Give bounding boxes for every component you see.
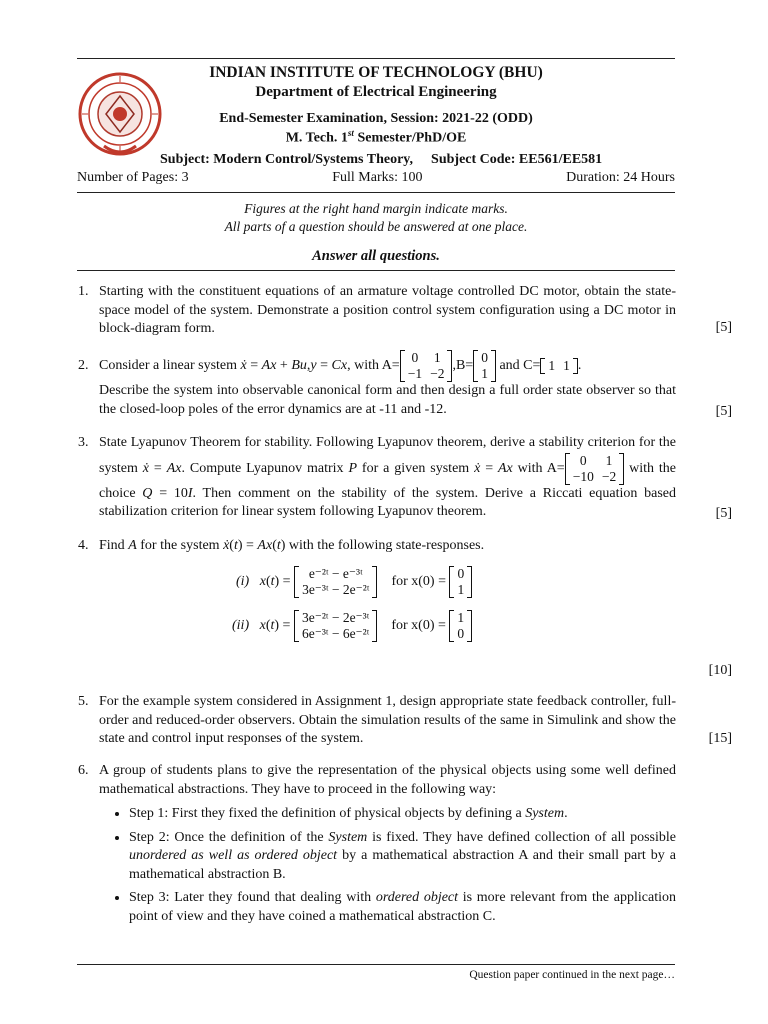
matrix-cell: 1 bbox=[457, 582, 465, 597]
matrix-cell: 1 bbox=[563, 358, 570, 373]
list-item: • Step 1: First they fixed the definition of physical objects by defining a System. bbox=[129, 805, 676, 824]
question-2-text: Describe the system into observable canonical form and then design a full order state observer so that the closed-loop poles of the error dynamics are at -11 and -12. bbox=[99, 383, 676, 417]
matrix-cell: 1 bbox=[605, 452, 613, 468]
header-rule bbox=[77, 192, 675, 193]
list-item: • Step 3: Later they found that dealing with ordered object is more relevant from the application point of view and they have coined a mathematical abstraction C. bbox=[129, 889, 676, 926]
duration: Duration: 24 Hours bbox=[566, 170, 675, 185]
matrix-a-lyapunov bbox=[565, 453, 625, 485]
question-1-text: Starting with the constituent equations of an armature voltage controlled DC motor, obtain the state-space model of the system. Demonstrate a position control system configuration using a DC motor in block-diagram form. bbox=[99, 284, 676, 336]
matrix-a bbox=[400, 350, 453, 382]
exam-meta bbox=[77, 170, 675, 186]
question-6-steps bbox=[99, 805, 676, 926]
matrix-cell: 0 bbox=[411, 350, 419, 365]
answer-all-heading: Answer all questions. bbox=[312, 248, 440, 264]
matrix-cell: 3e⁻³ᵗ − 2e⁻²ᵗ bbox=[302, 582, 370, 597]
matrix-cell: 0 bbox=[457, 566, 465, 581]
subject-line: Subject: Modern Control/Systems Theory, Subject Code: EE561/EE581 bbox=[160, 152, 603, 167]
instructions-rule bbox=[77, 270, 675, 271]
instruction-marks: Figures at the right hand margin indicate marks. bbox=[244, 201, 508, 216]
question-6: 6. A group of students plans to give the representation of the physical objects using some well defined mathematical abstractions. They have to proceed in the following way: • Step 1: First they fixed the definition of physical objects by defining a System. • Step 2: Once the definition of the System is fixed. They have defined collection of all possible unordered as well as ordered object by a mathematical abstraction A and their small part by a mathematical abstraction B. • Step 3: Later they found that dealing with ordered object is more relevant from the application point of view and they have coined a mathematical abstraction C. bbox=[78, 762, 676, 931]
matrix-b bbox=[473, 350, 496, 382]
question-4: 4. Find A for the system ẋ(t) = Ax(t) with the following state-responses. bbox=[78, 538, 485, 553]
question-4-marks: [10] bbox=[708, 663, 732, 678]
matrix-cell: −1 bbox=[407, 366, 423, 381]
matrix-cell: −2 bbox=[430, 366, 445, 381]
matrix-cell: 3e⁻²ᵗ − 2e⁻³ᵗ bbox=[301, 610, 370, 625]
full-marks: Full Marks: 100 bbox=[332, 170, 423, 185]
matrix-cell: 1 bbox=[481, 366, 488, 381]
list-item: • Step 2: Once the definition of the System is fixed. They have defined collection of all possible unordered as well as ordered object by a mathematical abstraction A and their small part by a mathematical abstraction B. bbox=[129, 829, 676, 885]
semester-line: M. Tech. 1st Semester/PhD/OE bbox=[285, 128, 467, 146]
question-1-marks: [5] bbox=[715, 320, 732, 335]
question-1: 1. Starting with the constituent equations of an armature voltage controlled DC motor, obtain the state-space model of the system. Demonstrate a position control system configuration using a DC motor in block-diagram form. bbox=[78, 283, 676, 339]
state-response-case-2: (ii) x(t) = 3e⁻²ᵗ − 2e⁻³ᵗ 6e⁻³ᵗ − 6e⁻²ᵗ for x(0) = 1 0 bbox=[232, 610, 472, 642]
question-5-text: For the example system considered in Assignment 1, design appropriate state feedback controller, full-order and reduced-order observers. Obtain the simulation results of the same in Simulink and show the state and control input responses of the system. bbox=[99, 694, 676, 746]
state-response-case-1: (i) x(t) = e⁻²ᵗ − e⁻³ᵗ 3e⁻³ᵗ − 2e⁻²ᵗ for x(0) = 0 1 bbox=[236, 566, 472, 598]
institute-name: INDIAN INSTITUTE OF TECHNOLOGY (BHU) bbox=[209, 64, 543, 81]
footer-rule bbox=[77, 964, 675, 965]
top-rule bbox=[77, 58, 675, 59]
matrix-cell: 6e⁻³ᵗ − 6e⁻²ᵗ bbox=[301, 626, 370, 641]
question-5: 5. For the example system considered in Assignment 1, design appropriate state feedback controller, full-order and reduced-order observers. Obtain the simulation results of the same in Simulink and show the state and control input responses of the system. bbox=[78, 693, 676, 749]
matrix-cell: e⁻²ᵗ − e⁻³ᵗ bbox=[308, 566, 363, 581]
question-6-text: A group of students plans to give the representation of the physical objects using some well defined mathematical abstractions. They have to proceed in the following way: bbox=[99, 763, 676, 797]
exam-session: End-Semester Examination, Session: 2021-22 (ODD) bbox=[219, 111, 533, 126]
matrix-cell: −2 bbox=[601, 468, 617, 484]
matrix-c bbox=[540, 358, 578, 374]
question-3-marks: [5] bbox=[715, 506, 732, 521]
question-2: 2. Consider a linear system ẋ = Ax + Bu,y = Cx, with A= 0 1 −1 −2 ,B= 0 1 and C= 1 1 . Describe the system into observable canonical form and then design a full order state observer so that the closed-loop poles of the error dynamics are at -11 and -12. bbox=[78, 350, 676, 419]
question-3: 3. State Lyapunov Theorem for stability. Following Lyapunov theorem, derive a stability criterion for the system ẋ = Ax. Compute Lyapunov matrix P for a given system ẋ = Ax with A= 0 1 −10 −2 with the choice Q = 10I. Then comment on the stability of the system. Derive a Riccati equation based stabilization criterion for linear system following Lyapunov theorem. bbox=[78, 435, 677, 519]
question-5-marks: [15] bbox=[708, 731, 732, 746]
department-name: Department of Electrical Engineering bbox=[255, 84, 497, 100]
matrix-cell: 0 bbox=[457, 626, 465, 641]
matrix-cell: 1 bbox=[433, 350, 441, 365]
matrix-cell: 1 bbox=[548, 358, 556, 373]
matrix-cell: 0 bbox=[481, 350, 488, 365]
matrix-cell: 0 bbox=[579, 452, 587, 468]
matrix-cell: −10 bbox=[572, 468, 594, 484]
number-of-pages: Number of Pages: 3 bbox=[77, 170, 189, 185]
matrix-cell: 1 bbox=[457, 610, 465, 625]
question-2-marks: [5] bbox=[715, 404, 732, 419]
continued-note: Question paper continued in the next page… bbox=[469, 969, 675, 981]
instruction-parts: All parts of a question should be answered at one place. bbox=[224, 219, 528, 234]
